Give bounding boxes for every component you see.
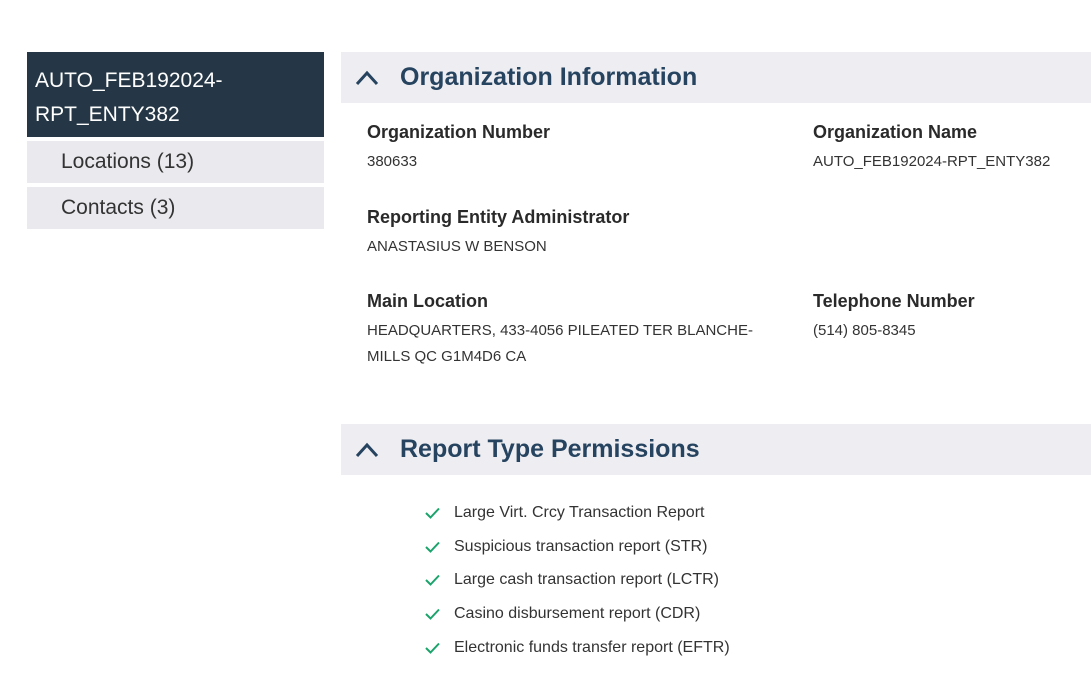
check-icon — [424, 506, 441, 520]
sidebar-item-contacts[interactable]: Contacts (3) — [27, 187, 324, 229]
chevron-up-icon[interactable] — [354, 440, 380, 460]
org-name-value: AUTO_FEB192024-RPT_ENTY382 — [813, 153, 1051, 170]
org-number-field — [367, 121, 550, 175]
check-icon — [424, 573, 441, 587]
org-section-header[interactable] — [341, 52, 1091, 103]
main-location-label: Main Location — [367, 291, 488, 311]
sidebar-entity-name[interactable]: AUTO_FEB192024-RPT_ENTY382 — [27, 52, 324, 137]
main-location-field — [367, 290, 787, 370]
admin-label: Reporting Entity Administrator — [367, 207, 630, 227]
permissions-section-header[interactable] — [341, 424, 1091, 475]
permissions-section-title: Report Type Permissions — [400, 435, 700, 463]
permission-label: Electronic funds transfer report (EFTR) — [454, 639, 730, 657]
check-icon — [424, 540, 441, 554]
org-name-field — [813, 121, 1050, 175]
sidebar — [27, 52, 324, 229]
permission-label: Casino disbursement report (CDR) — [454, 605, 701, 623]
main-location-value: HEADQUARTERS, 433-4056 PILEATED TER BLANCHE-MILLS QC G1M4D6 CA — [367, 322, 753, 365]
permission-label: Large Virt. Crcy Transaction Report — [454, 503, 705, 521]
org-section-title: Organization Information — [400, 63, 698, 91]
telephone-label: Telephone Number — [813, 291, 975, 311]
admin-value: ANASTASIUS W BENSON — [367, 238, 547, 255]
list-item — [424, 597, 730, 631]
admin-field — [367, 206, 629, 260]
list-item — [424, 564, 730, 598]
chevron-up-icon[interactable] — [354, 68, 380, 88]
org-name-label: Organization Name — [813, 122, 978, 142]
telephone-value: (514) 805-8345 — [813, 322, 916, 339]
telephone-field — [813, 290, 975, 344]
org-number-value: 380633 — [367, 153, 418, 170]
check-icon — [424, 607, 441, 621]
check-icon — [424, 641, 441, 655]
sidebar-item-locations[interactable]: Locations (13) — [27, 141, 324, 183]
list-item — [424, 530, 730, 564]
permission-label: Suspicious transaction report (STR) — [454, 537, 708, 555]
permission-label: Large cash transaction report (LCTR) — [454, 571, 719, 589]
permissions-list — [424, 496, 730, 665]
list-item — [424, 631, 730, 665]
list-item — [424, 496, 730, 530]
org-number-label: Organization Number — [367, 122, 551, 142]
